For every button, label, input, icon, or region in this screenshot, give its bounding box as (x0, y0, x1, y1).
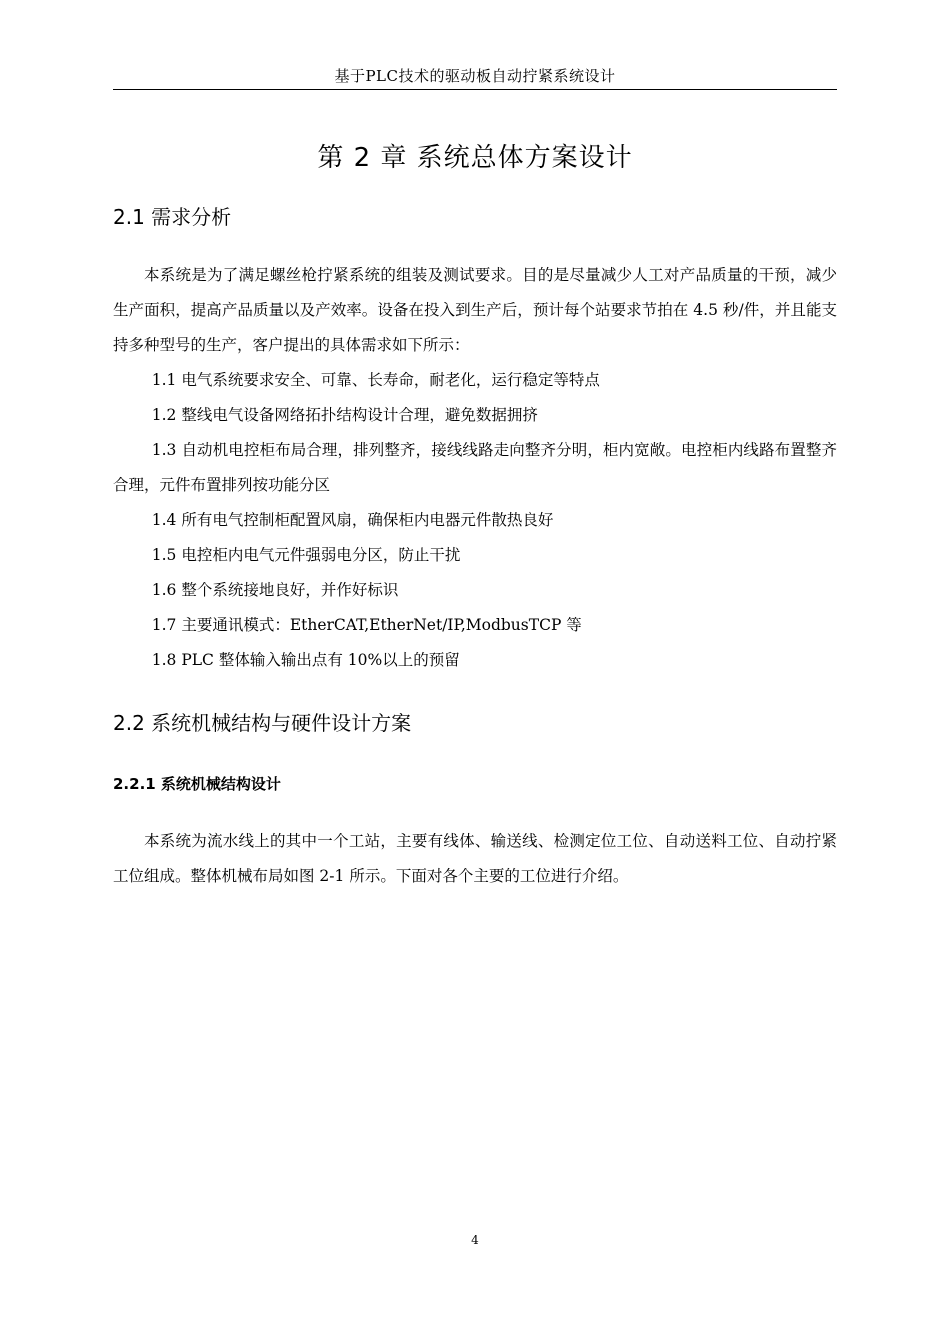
requirement-item-1-3: 1.3 自动机电控柜布局合理，排列整齐，接线线路走向整齐分明，柜内宽敞。电控柜内线路布置整齐合理，元件布置排列按功能分区 (113, 441, 837, 494)
chapter-title: 第 2 章 系统总体方案设计 (317, 143, 633, 173)
requirement-item-1-1: 1.1 电气系统要求安全、可靠、长寿命，耐老化，运行稳定等特点 (151, 371, 600, 389)
subsection-heading-2-2-1: 2.2.1 系统机械结构设计 (113, 775, 281, 793)
requirement-item-1-5: 1.5 电控柜内电气元件强弱电分区，防止干扰 (151, 546, 461, 564)
section-heading-2-2: 2.2 系统机械结构与硬件设计方案 (113, 711, 412, 735)
requirement-item-1-6: 1.6 整个系统接地良好，并作好标识 (151, 581, 399, 599)
running-header: 基于PLC技术的驱动板自动拧紧系统设计 (334, 67, 616, 85)
requirement-item-1-7: 1.7 主要通讯模式：EtherCAT,EtherNet/IP,ModbusTCP 等 (151, 616, 582, 634)
requirement-item-1-8: 1.8 PLC 整体输入输出点有 10%以上的预留 (151, 651, 460, 669)
section-heading-2-1: 2.1 需求分析 (113, 205, 232, 229)
requirement-item-1-4: 1.4 所有电气控制柜配置风扇，确保柜内电器元件散热良好 (151, 511, 554, 529)
subsection-2-2-1-paragraph: 本系统为流水线上的其中一个工站，主要有线体、输送线、检测定位工位、自动送料工位、自动拧紧工位组成。整体机械布局如图 2-1 所示。下面对各个主要的工位进行介绍。 (113, 832, 837, 885)
section-2-1-intro-paragraph: 本系统是为了满足螺丝枪拧紧系统的组装及测试要求。目的是尽量减少人工对产品质量的干预，减少生产面积，提高产品质量以及产效率。设备在投入到生产后，预计每个站要求节拍在 4.5 秒/件，并且能支持多种型号的生产，客户提出的具体需求如下所示： (113, 266, 837, 354)
page-number: 4 (471, 1233, 479, 1247)
requirement-item-1-2: 1.2 整线电气设备网络拓扑结构设计合理，避免数据拥挤 (151, 406, 538, 424)
header-rule (113, 89, 837, 90)
